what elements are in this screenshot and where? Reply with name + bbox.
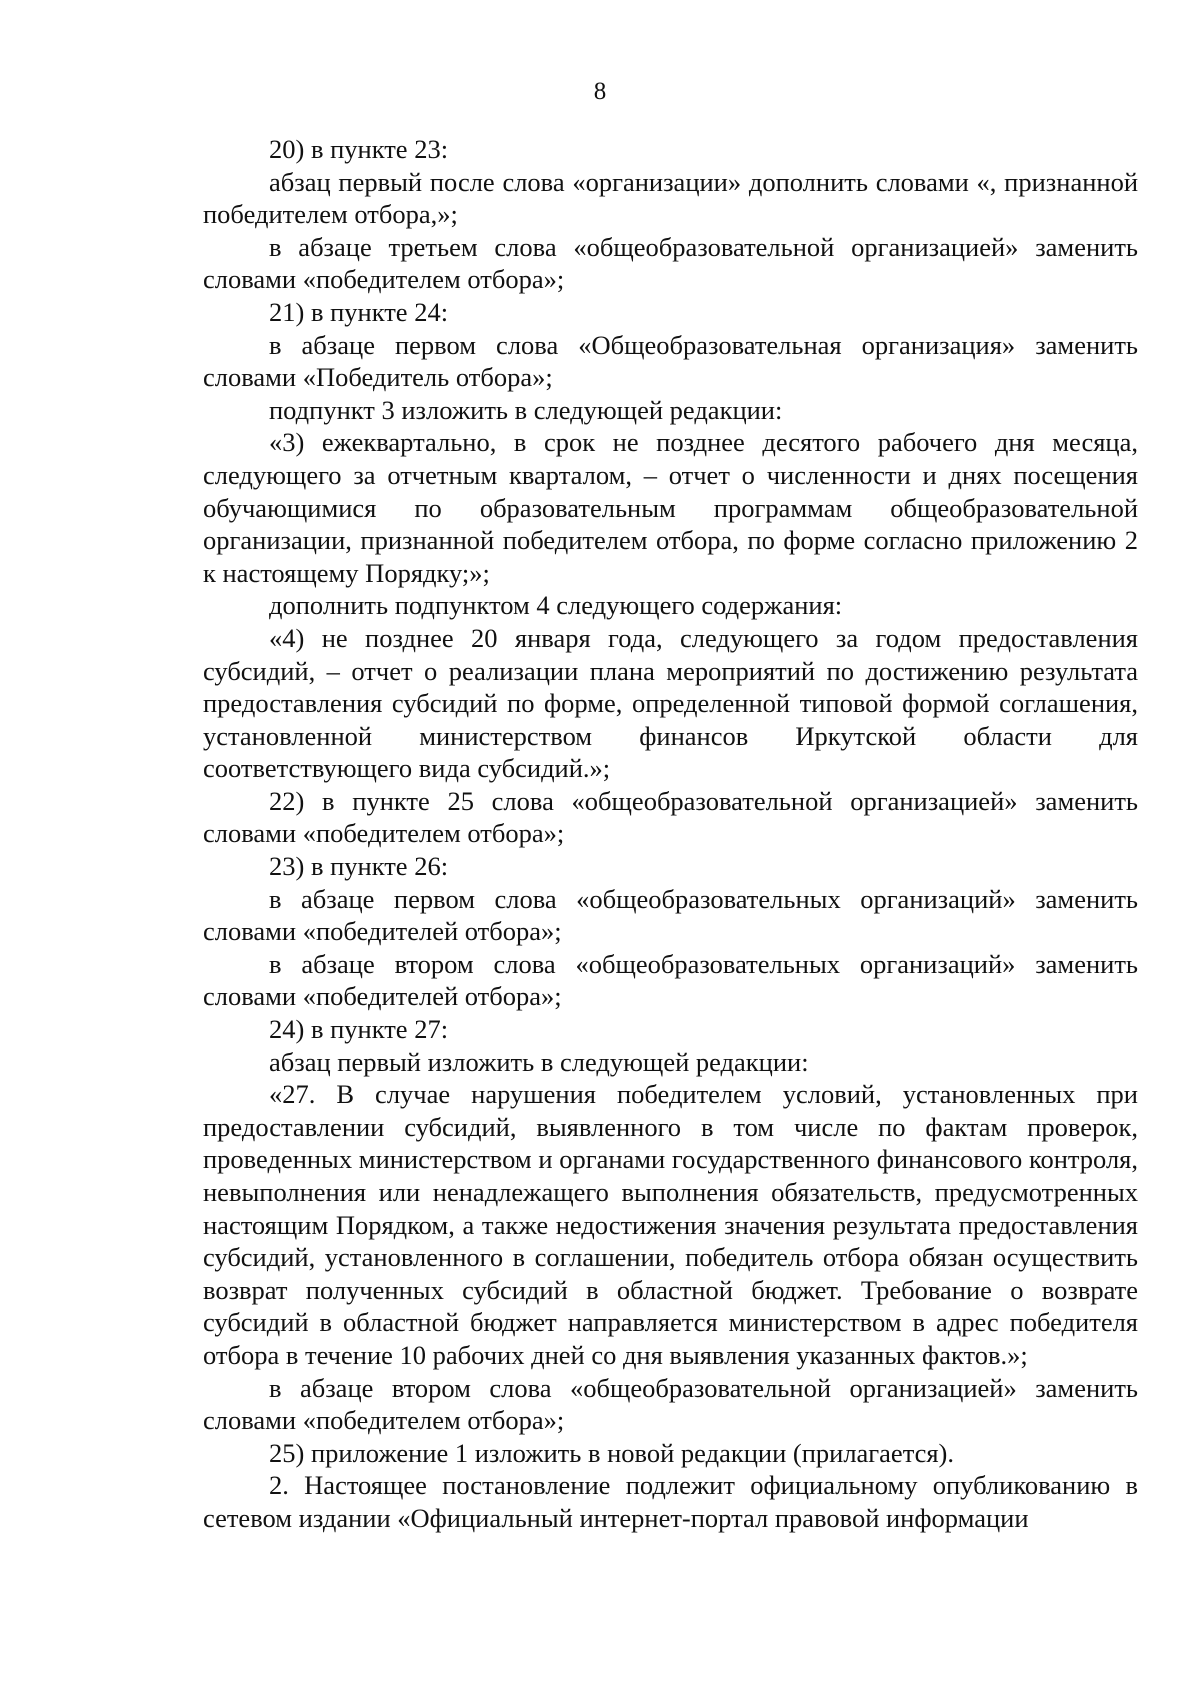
paragraph: 24) в пункте 27: [269, 1014, 449, 1045]
paragraph: 2. Настоящее постановление подлежит официальному опубликованию в сетевом издании «Официальный интернет-портал правовой информации [203, 1470, 1138, 1533]
paragraph: 21) в пункте 24: [269, 296, 449, 327]
paragraph: 25) приложение 1 изложить в новой редакции (прилагается). [269, 1437, 955, 1468]
paragraph: абзац первый после слова «организации» дополнить словами «, признанной победителем отбора,»; [203, 166, 1138, 230]
paragraph: в абзаце третьем слова «общеобразовательной организацией» заменить словами «победителем отбора»; [203, 231, 1138, 295]
paragraph: 23) в пункте 26: [269, 851, 449, 882]
paragraph: абзац первый изложить в следующей редакции: [269, 1046, 809, 1077]
paragraph: «4) не позднее 20 января года, следующего за годом предоставления субсидий, – отчет о реализации плана мероприятий по достижению результата предоставления субсидий по форме, определенной типовой формой соглашения, установленной министерством финансов Иркутской области для соответствующего вида субсидий.»; [203, 622, 1138, 784]
paragraph: в абзаце втором слова «общеобразовательных организаций» заменить словами «победителей отбора»; [203, 948, 1138, 1012]
paragraph: в абзаце первом слова «Общеобразовательная организация» заменить словами «Победитель отбора»; [203, 329, 1138, 393]
page-number: 8 [593, 78, 607, 105]
paragraph: 20) в пункте 23: [269, 134, 449, 164]
paragraph: в абзаце первом слова «общеобразовательных организаций» заменить словами «победителей отбора»; [203, 883, 1138, 947]
paragraph: «27. В случае нарушения победителем условий, установленных при предоставлении субсидий, выявленного в том числе по фактам проверок, проведенных министерством и органами государственного финансового контроля, невыполнения или ненадлежащего выполнения обязательств, предусмотренных настоящим Порядком, а также недостижения значения результата предоставления субсидий, установленного в соглашении, победитель отбора обязан осуществить возврат полученных субсидий в областной бюджет. Требование о возврате субсидий в областной бюджет направляется министерством в адрес победителя отбора в течение 10 рабочих дней со дня выявления указанных фактов.»; [203, 1079, 1138, 1370]
document-body [203, 133, 1138, 1535]
paragraph: в абзаце втором слова «общеобразовательной организацией» заменить словами «победителем отбора»; [203, 1372, 1138, 1436]
paragraph: подпункт 3 изложить в следующей редакции: [269, 394, 783, 425]
paragraph: «3) ежеквартально, в срок не позднее десятого рабочего дня месяца, следующего за отчетным кварталом, – отчет о численности и днях посещения обучающимися по образовательным программам общеобразовательной организации, признанной победителем отбора, по форме согласно приложению 2 к настоящему Порядку;»; [203, 427, 1138, 588]
paragraph: 22) в пункте 25 слова «общеобразовательной организацией» заменить словами «победителем отбора»; [203, 785, 1138, 849]
paragraph: дополнить подпунктом 4 следующего содержания: [269, 590, 843, 621]
